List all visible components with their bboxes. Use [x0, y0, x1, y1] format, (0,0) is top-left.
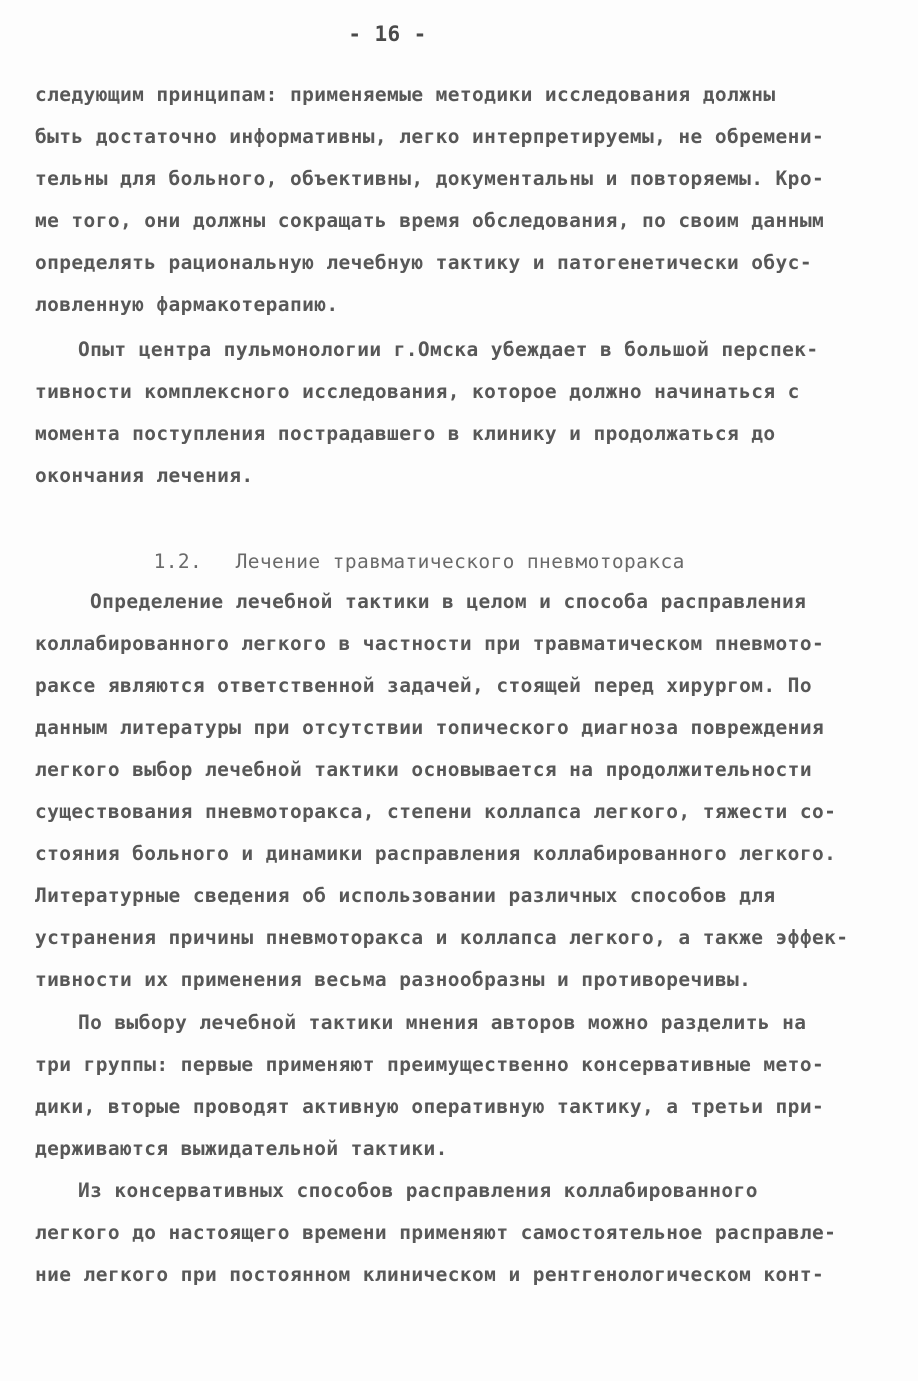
text-line: быть достаточно информативны, легко интерпретируемы, не обремени-	[35, 125, 825, 148]
text-line: легкого до настоящего времени применяют самостоятельное расправле-	[35, 1221, 837, 1244]
text-line: три группы: первые применяют преимущественно консервативные мето-	[35, 1053, 825, 1076]
text-line: коллабированного легкого в частности при травматическом пневмото-	[35, 632, 825, 655]
text-line: ние легкого при постоянном клиническом и рентгенологическом конт-	[35, 1263, 825, 1286]
text-line: момента поступления пострадавшего в клинику и продолжаться до	[35, 422, 776, 445]
text-line: существования пневмоторакса, степени коллапса легкого, тяжести со-	[35, 800, 837, 823]
section-number: 1.2.	[153, 550, 203, 573]
section-heading	[105, 527, 685, 596]
text-line: раксе являются ответственной задачей, стоящей перед хирургом. По	[35, 674, 812, 697]
text-line: По выбору лечебной тактики мнения авторов можно разделить на	[78, 1011, 807, 1034]
text-line: легкого выбор лечебной тактики основывается на продолжительности	[35, 758, 812, 781]
page-number: - 16 -	[348, 22, 427, 46]
text-line: Опыт центра пульмонологии г.Омска убеждает в большой перспек-	[78, 338, 819, 361]
text-line: Определение лечебной тактики в целом и способа расправления	[90, 590, 807, 613]
text-line: устранения причины пневмоторакса и коллапса легкого, а также эффек-	[35, 926, 849, 949]
text-line: следующим принципам: применяемые методики исследования должны	[35, 83, 776, 106]
text-line: ловленную фармакотерапию.	[35, 293, 339, 316]
text-line: держиваются выжидательной тактики.	[35, 1137, 448, 1160]
section-title: Лечение травматического пневмоторакса	[235, 550, 685, 573]
text-line: стояния больного и динамики расправления коллабированного легкого.	[35, 842, 837, 865]
text-line: тивности их применения весьма разнообразны и противоречивы.	[35, 968, 752, 991]
text-line: Литературные сведения об использовании различных способов для	[35, 884, 776, 907]
text-line: тельны для больного, объективны, документальны и повторяемы. Кро-	[35, 167, 825, 190]
text-line: дики, вторые проводят активную оперативную тактику, а третьи при-	[35, 1095, 825, 1118]
text-line: определять рациональную лечебную тактику и патогенетически обус-	[35, 251, 812, 274]
text-line: ме того, они должны сокращать время обследования, по своим данным	[35, 209, 825, 232]
text-line: данным литературы при отсутствии топического диагноза повреждения	[35, 716, 825, 739]
text-line: тивности комплексного исследования, которое должно начинаться с	[35, 380, 800, 403]
text-line: окончания лечения.	[35, 464, 254, 487]
text-line: Из консервативных способов расправления коллабированного	[78, 1179, 758, 1202]
